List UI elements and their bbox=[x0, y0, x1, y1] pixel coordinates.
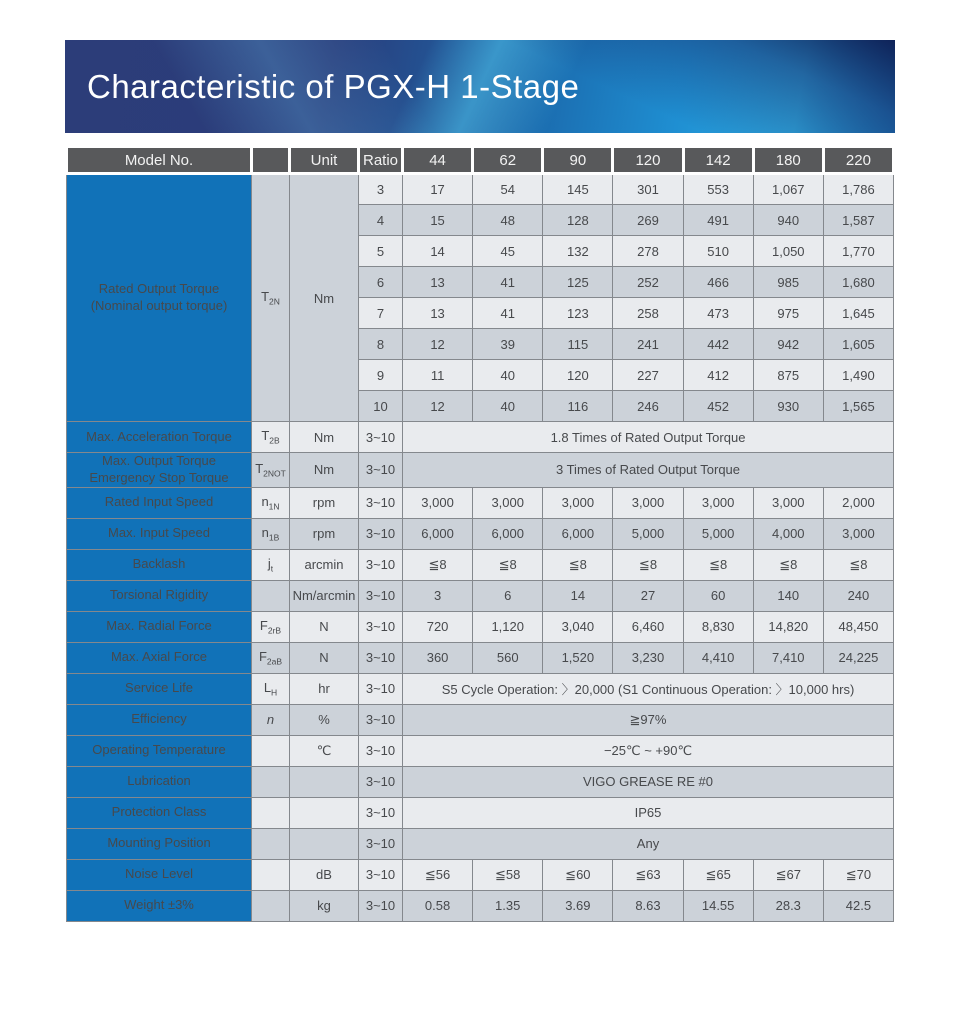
row-label bbox=[67, 704, 252, 735]
ratio-cell: 7 bbox=[359, 298, 403, 329]
symbol-main: T bbox=[261, 428, 270, 444]
symbol-cell bbox=[252, 487, 290, 518]
ratio-cell: 5 bbox=[359, 236, 403, 267]
row-label bbox=[67, 797, 252, 828]
symbol-main: j bbox=[267, 555, 271, 571]
row-label-line: Emergency Stop Torque bbox=[89, 469, 229, 485]
value-cell: 145 bbox=[543, 174, 613, 205]
ratio-cell: 3~10 bbox=[359, 673, 403, 704]
ratio-cell: 3~10 bbox=[359, 859, 403, 890]
ratio-cell: 9 bbox=[359, 360, 403, 391]
value-cell: 1,050 bbox=[753, 236, 823, 267]
value-cell: 41 bbox=[473, 267, 543, 298]
symbol-main: n bbox=[261, 524, 269, 540]
value-cell: 54 bbox=[473, 174, 543, 205]
span-value-cell: S5 Cycle Operation: 〉20,000 (S1 Continuous Operation: 〉10,000 hrs) bbox=[403, 673, 894, 704]
span-value-cell: IP65 bbox=[403, 797, 894, 828]
unit-cell: Nm bbox=[290, 174, 359, 422]
unit-cell: ℃ bbox=[290, 735, 359, 766]
value-cell: 1,587 bbox=[823, 205, 893, 236]
value-cell: 510 bbox=[683, 236, 753, 267]
symbol-subscript: 1N bbox=[268, 501, 280, 512]
row-label bbox=[67, 673, 252, 704]
value-cell: 116 bbox=[543, 391, 613, 422]
value-cell: 241 bbox=[613, 329, 683, 360]
ratio-cell: 3~10 bbox=[359, 797, 403, 828]
span-value-cell: VIGO GREASE RE #0 bbox=[403, 766, 894, 797]
value-cell: 1,120 bbox=[473, 611, 543, 642]
value-cell: 301 bbox=[613, 174, 683, 205]
value-cell: 12 bbox=[403, 391, 473, 422]
ratio-cell: 4 bbox=[359, 205, 403, 236]
unit-cell: N bbox=[290, 611, 359, 642]
symbol-main: F bbox=[258, 648, 267, 664]
ratio-cell: 3~10 bbox=[359, 549, 403, 580]
row-label bbox=[67, 890, 252, 921]
value-cell: 3,000 bbox=[403, 487, 473, 518]
column-header: 62 bbox=[473, 147, 543, 174]
unit-cell: rpm bbox=[290, 487, 359, 518]
row-label-line: Noise Level bbox=[125, 866, 193, 882]
value-cell: 12 bbox=[403, 329, 473, 360]
value-cell: 930 bbox=[753, 391, 823, 422]
value-cell: 553 bbox=[683, 174, 753, 205]
symbol-subscript: 2B bbox=[269, 435, 280, 446]
value-cell: 40 bbox=[473, 360, 543, 391]
row-label-line: Rated Output Torque bbox=[98, 281, 220, 297]
row-label-line: Mounting Position bbox=[107, 835, 211, 851]
value-cell: 1.35 bbox=[473, 890, 543, 921]
value-cell: ≦8 bbox=[613, 549, 683, 580]
value-cell: 45 bbox=[473, 236, 543, 267]
symbol-cell bbox=[252, 673, 290, 704]
value-cell: 4,410 bbox=[683, 642, 753, 673]
symbol-cell bbox=[252, 890, 290, 921]
value-cell: ≦67 bbox=[753, 859, 823, 890]
value-cell: 1,067 bbox=[753, 174, 823, 205]
symbol-cell bbox=[252, 453, 290, 488]
symbol-cell bbox=[252, 735, 290, 766]
value-cell: 48,450 bbox=[823, 611, 893, 642]
unit-cell: Nm/arcmin bbox=[290, 580, 359, 611]
unit-cell bbox=[290, 797, 359, 828]
symbol-cell bbox=[252, 766, 290, 797]
symbol-subscript: H bbox=[271, 687, 278, 698]
spec-table bbox=[65, 145, 895, 922]
value-cell: 4,000 bbox=[753, 518, 823, 549]
row-label-line: Max. Radial Force bbox=[106, 618, 212, 634]
unit-cell: % bbox=[290, 704, 359, 735]
value-cell: 14 bbox=[543, 580, 613, 611]
symbol-cell bbox=[252, 797, 290, 828]
value-cell: ≦56 bbox=[403, 859, 473, 890]
ratio-cell: 3~10 bbox=[359, 453, 403, 488]
value-cell: ≦8 bbox=[753, 549, 823, 580]
value-cell: 123 bbox=[543, 298, 613, 329]
symbol-main: n bbox=[266, 712, 275, 728]
value-cell: 875 bbox=[753, 360, 823, 391]
value-cell: 60 bbox=[683, 580, 753, 611]
symbol-cell bbox=[252, 642, 290, 673]
ratio-cell: 3~10 bbox=[359, 487, 403, 518]
value-cell: 473 bbox=[683, 298, 753, 329]
symbol-main: T bbox=[255, 461, 264, 477]
value-cell: 3,000 bbox=[753, 487, 823, 518]
value-cell: 3,000 bbox=[683, 487, 753, 518]
value-cell: 27 bbox=[613, 580, 683, 611]
value-cell: 8.63 bbox=[613, 890, 683, 921]
ratio-cell: 3~10 bbox=[359, 580, 403, 611]
value-cell: 3,230 bbox=[613, 642, 683, 673]
value-cell: 3 bbox=[403, 580, 473, 611]
unit-cell bbox=[290, 766, 359, 797]
value-cell: 7,410 bbox=[753, 642, 823, 673]
unit-cell: Nm bbox=[290, 422, 359, 453]
value-cell: 1,520 bbox=[543, 642, 613, 673]
row-label-line: Protection Class bbox=[111, 804, 207, 820]
value-cell: 491 bbox=[683, 205, 753, 236]
row-label bbox=[67, 611, 252, 642]
symbol-cell bbox=[252, 174, 290, 422]
ratio-cell: 3~10 bbox=[359, 611, 403, 642]
value-cell: 720 bbox=[403, 611, 473, 642]
value-cell: 24,225 bbox=[823, 642, 893, 673]
column-header: 180 bbox=[753, 147, 823, 174]
ratio-cell: 6 bbox=[359, 267, 403, 298]
value-cell: 13 bbox=[403, 267, 473, 298]
value-cell: 1,605 bbox=[823, 329, 893, 360]
value-cell: 125 bbox=[543, 267, 613, 298]
span-value-cell: Any bbox=[403, 828, 894, 859]
row-label-line: Max. Input Speed bbox=[108, 525, 210, 541]
value-cell: ≦8 bbox=[683, 549, 753, 580]
row-label bbox=[67, 549, 252, 580]
ratio-cell: 8 bbox=[359, 329, 403, 360]
spec-table-head bbox=[67, 147, 894, 174]
ratio-cell: 10 bbox=[359, 391, 403, 422]
value-cell: 975 bbox=[753, 298, 823, 329]
value-cell: ≦8 bbox=[473, 549, 543, 580]
value-cell: 6,460 bbox=[613, 611, 683, 642]
value-cell: ≦8 bbox=[403, 549, 473, 580]
symbol-cell bbox=[252, 549, 290, 580]
value-cell: ≦8 bbox=[543, 549, 613, 580]
value-cell: 1,680 bbox=[823, 267, 893, 298]
row-label-line: Max. Output Torque bbox=[102, 453, 216, 468]
row-label-line: Torsional Rigidity bbox=[109, 587, 209, 603]
value-cell: 140 bbox=[753, 580, 823, 611]
ratio-cell: 3~10 bbox=[359, 890, 403, 921]
value-cell: 3.69 bbox=[543, 890, 613, 921]
row-label-line: Operating Temperature bbox=[92, 742, 226, 758]
symbol-cell bbox=[252, 704, 290, 735]
value-cell: 14 bbox=[403, 236, 473, 267]
symbol-cell bbox=[252, 859, 290, 890]
value-cell: 5,000 bbox=[613, 518, 683, 549]
value-cell: 1,770 bbox=[823, 236, 893, 267]
spec-table-body bbox=[67, 174, 894, 922]
row-label bbox=[67, 642, 252, 673]
symbol-cell bbox=[252, 828, 290, 859]
row-label bbox=[67, 518, 252, 549]
row-label bbox=[67, 735, 252, 766]
unit-cell: dB bbox=[290, 859, 359, 890]
value-cell: 28.3 bbox=[753, 890, 823, 921]
value-cell: 940 bbox=[753, 205, 823, 236]
value-cell: ≦63 bbox=[613, 859, 683, 890]
value-cell: 2,000 bbox=[823, 487, 893, 518]
row-label bbox=[67, 174, 252, 422]
column-header: Unit bbox=[290, 147, 359, 174]
symbol-subscript: 2aB bbox=[266, 656, 283, 667]
value-cell: ≦58 bbox=[473, 859, 543, 890]
value-cell: 1,565 bbox=[823, 391, 893, 422]
value-cell: 227 bbox=[613, 360, 683, 391]
value-cell: 15 bbox=[403, 205, 473, 236]
symbol-cell bbox=[252, 611, 290, 642]
row-label-line: (Nominal output torque) bbox=[90, 298, 228, 313]
row-label-line: Weight ±3% bbox=[124, 897, 194, 913]
span-value-cell: ≧97% bbox=[403, 704, 894, 735]
unit-cell: kg bbox=[290, 890, 359, 921]
value-cell: 39 bbox=[473, 329, 543, 360]
ratio-cell: 3~10 bbox=[359, 766, 403, 797]
row-label bbox=[67, 453, 252, 488]
value-cell: 6,000 bbox=[403, 518, 473, 549]
value-cell: 5,000 bbox=[683, 518, 753, 549]
value-cell: ≦60 bbox=[543, 859, 613, 890]
unit-cell: hr bbox=[290, 673, 359, 704]
value-cell: 252 bbox=[613, 267, 683, 298]
value-cell: 278 bbox=[613, 236, 683, 267]
value-cell: 3,040 bbox=[543, 611, 613, 642]
symbol-main: T bbox=[261, 289, 270, 305]
row-label-line: Max. Acceleration Torque bbox=[86, 428, 232, 444]
value-cell: 13 bbox=[403, 298, 473, 329]
row-label bbox=[67, 487, 252, 518]
value-cell: 120 bbox=[543, 360, 613, 391]
value-cell: 128 bbox=[543, 205, 613, 236]
value-cell: 17 bbox=[403, 174, 473, 205]
ratio-cell: 3~10 bbox=[359, 735, 403, 766]
value-cell: 3,000 bbox=[473, 487, 543, 518]
column-header: 120 bbox=[613, 147, 683, 174]
column-header: 44 bbox=[403, 147, 473, 174]
value-cell: 115 bbox=[543, 329, 613, 360]
column-header: 90 bbox=[543, 147, 613, 174]
symbol-cell bbox=[252, 518, 290, 549]
column-header: Model No. bbox=[67, 147, 252, 174]
column-header: 142 bbox=[683, 147, 753, 174]
row-label-line: Efficiency bbox=[131, 711, 187, 727]
column-header: 220 bbox=[823, 147, 893, 174]
unit-cell: arcmin bbox=[290, 549, 359, 580]
value-cell: 1,645 bbox=[823, 298, 893, 329]
unit-cell bbox=[290, 828, 359, 859]
value-cell: 42.5 bbox=[823, 890, 893, 921]
symbol-subscript: 2N bbox=[269, 296, 280, 307]
value-cell: 48 bbox=[473, 205, 543, 236]
value-cell: 1,786 bbox=[823, 174, 893, 205]
row-label bbox=[67, 580, 252, 611]
value-cell: 6 bbox=[473, 580, 543, 611]
symbol-subscript: 2NOT bbox=[263, 468, 286, 479]
value-cell: 0.58 bbox=[403, 890, 473, 921]
value-cell: 258 bbox=[613, 298, 683, 329]
symbol-subscript: 2rB bbox=[267, 625, 282, 636]
column-header: Ratio bbox=[359, 147, 403, 174]
row-label-line: Max. Axial Force bbox=[110, 649, 208, 665]
symbol-main: L bbox=[263, 679, 272, 695]
row-label bbox=[67, 766, 252, 797]
ratio-cell: 3~10 bbox=[359, 518, 403, 549]
value-cell: ≦65 bbox=[683, 859, 753, 890]
row-label-line: Backlash bbox=[132, 556, 186, 572]
value-cell: 3,000 bbox=[543, 487, 613, 518]
value-cell: 412 bbox=[683, 360, 753, 391]
value-cell: 11 bbox=[403, 360, 473, 391]
value-cell: 6,000 bbox=[473, 518, 543, 549]
row-label bbox=[67, 422, 252, 453]
symbol-subscript: t bbox=[270, 563, 274, 574]
unit-cell: Nm bbox=[290, 453, 359, 488]
value-cell: ≦8 bbox=[823, 549, 893, 580]
row-label-line: Lubrication bbox=[127, 773, 191, 789]
value-cell: 8,830 bbox=[683, 611, 753, 642]
symbol-cell bbox=[252, 422, 290, 453]
value-cell: 41 bbox=[473, 298, 543, 329]
value-cell: 942 bbox=[753, 329, 823, 360]
row-label bbox=[67, 859, 252, 890]
page-banner bbox=[65, 40, 895, 133]
value-cell: 269 bbox=[613, 205, 683, 236]
span-value-cell: 1.8 Times of Rated Output Torque bbox=[403, 422, 894, 453]
row-label-line: Rated Input Speed bbox=[104, 494, 214, 510]
row-label bbox=[67, 828, 252, 859]
symbol-main: n bbox=[261, 493, 269, 509]
value-cell: 3,000 bbox=[823, 518, 893, 549]
value-cell: 452 bbox=[683, 391, 753, 422]
ratio-cell: 3~10 bbox=[359, 642, 403, 673]
value-cell: 985 bbox=[753, 267, 823, 298]
unit-cell: rpm bbox=[290, 518, 359, 549]
value-cell: 246 bbox=[613, 391, 683, 422]
value-cell: 360 bbox=[403, 642, 473, 673]
value-cell: 3,000 bbox=[613, 487, 683, 518]
span-value-cell: 3 Times of Rated Output Torque bbox=[403, 453, 894, 488]
value-cell: 466 bbox=[683, 267, 753, 298]
value-cell: 240 bbox=[823, 580, 893, 611]
page-title: Characteristic of PGX-H 1-Stage bbox=[87, 67, 580, 105]
value-cell: 132 bbox=[543, 236, 613, 267]
ratio-cell: 3~10 bbox=[359, 422, 403, 453]
symbol-cell bbox=[252, 580, 290, 611]
value-cell: 560 bbox=[473, 642, 543, 673]
row-label-line: Service Life bbox=[125, 680, 193, 696]
ratio-cell: 3~10 bbox=[359, 704, 403, 735]
ratio-cell: 3~10 bbox=[359, 828, 403, 859]
value-cell: ≦70 bbox=[823, 859, 893, 890]
unit-cell: N bbox=[290, 642, 359, 673]
value-cell: 6,000 bbox=[543, 518, 613, 549]
column-header bbox=[252, 147, 290, 174]
span-value-cell: −25℃ ~ +90℃ bbox=[403, 735, 894, 766]
symbol-subscript: 1B bbox=[268, 532, 280, 543]
value-cell: 40 bbox=[473, 391, 543, 422]
value-cell: 442 bbox=[683, 329, 753, 360]
value-cell: 14.55 bbox=[683, 890, 753, 921]
symbol-main: F bbox=[259, 617, 268, 633]
value-cell: 14,820 bbox=[753, 611, 823, 642]
value-cell: 1,490 bbox=[823, 360, 893, 391]
ratio-cell: 3 bbox=[359, 174, 403, 205]
